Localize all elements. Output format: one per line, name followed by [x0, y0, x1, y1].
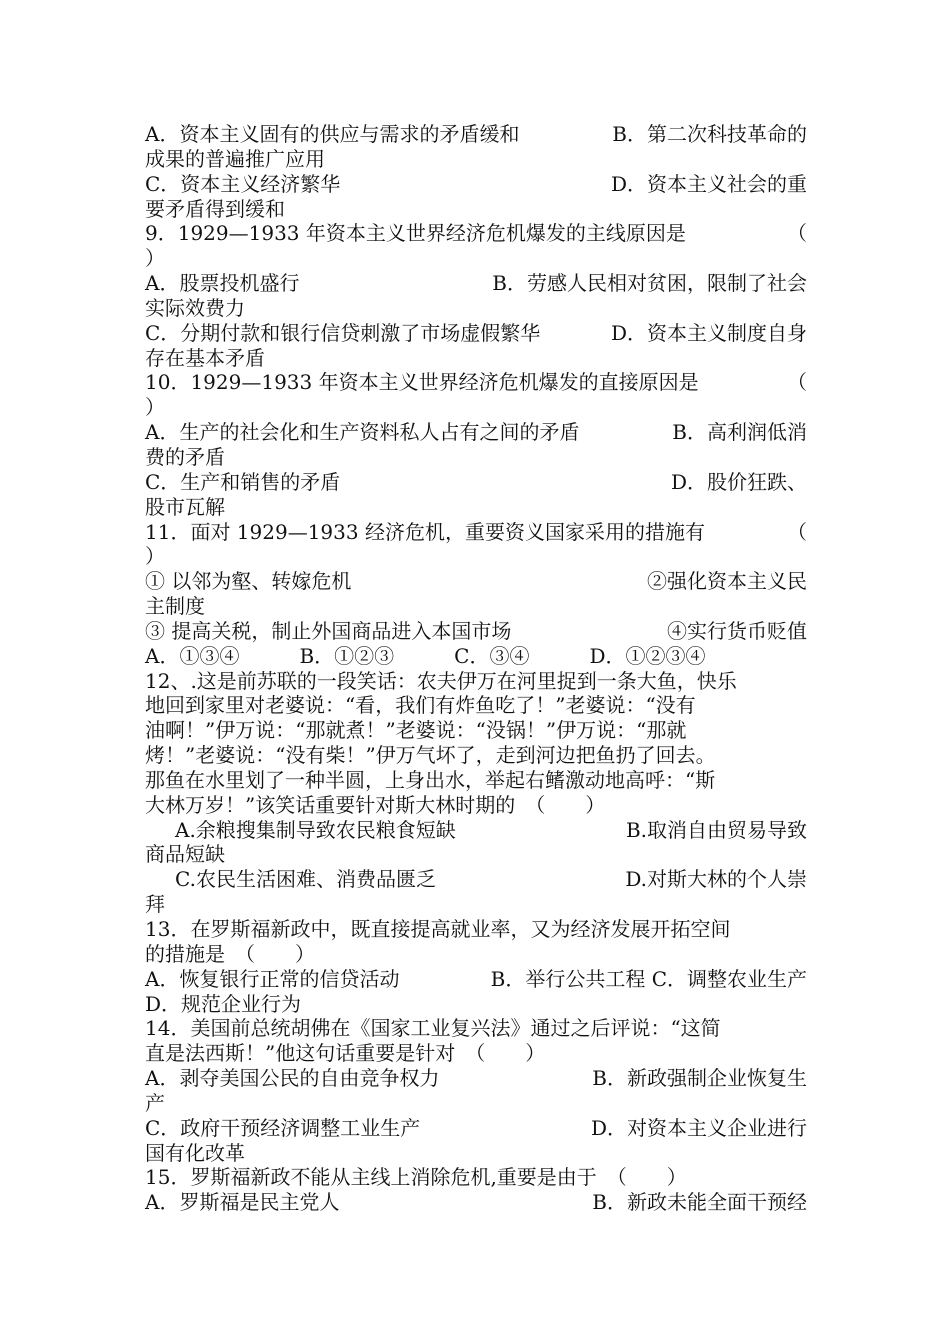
line-left-text: C．政府干预经济调整工业生产 [145, 1115, 421, 1140]
text-line-split [145, 420, 807, 445]
text-line: 15．罗斯福新政不能从主线上消除危机,重要是由于 （ ） [145, 1165, 687, 1190]
line-right-text: ④实行货币贬值 [667, 618, 807, 643]
text-line: 要矛盾得到缓和 [145, 196, 285, 221]
text-line: ） [145, 544, 165, 569]
text-line: 直是法西斯！”他这句话重要是针对 （ ） [145, 1041, 546, 1066]
text-line: 主制度 [145, 594, 205, 619]
text-line-split [145, 867, 807, 892]
text-line-split [145, 122, 807, 147]
line-right-text: D．资本主义制度自身 [610, 320, 807, 345]
text-line: 烤！”老婆说：“没有柴！”伊万气坏了，走到河边把鱼扔了回去。 [145, 743, 716, 768]
text-line: 成果的普遍推广应用 [145, 146, 325, 171]
line-right-text: （ [787, 370, 807, 395]
text-line: 12、.这是前苏联的一段笑话：农夫伊万在河里捉到一条大鱼，快乐 [145, 668, 737, 693]
text-line: ） [145, 395, 165, 420]
text-line-split [145, 321, 807, 346]
line-right-text: D．股价狂跌、 [670, 469, 807, 494]
text-line: 13．在罗斯福新政中，既直接提高就业率，又为经济发展开拓空间 [145, 917, 731, 941]
line-left-text: C．分期付款和银行信贷刺激了市场虚假繁华 [145, 320, 541, 345]
line-right-text: D．资本主义社会的重 [610, 171, 807, 196]
text-line: 14．美国前总统胡佛在《国家工业复兴法》通过之后评说：“这简 [145, 1016, 721, 1041]
text-line: ） [145, 246, 165, 271]
text-line-split [145, 619, 807, 644]
text-line: D．规范企业行为 [145, 991, 302, 1016]
text-line: 实际效费力 [145, 295, 245, 320]
text-line: 地回到家里对老婆说：“看，我们有炸鱼吃了！”老婆说：“没有 [145, 693, 696, 718]
line-right-text: D．对资本主义企业进行 [590, 1115, 807, 1140]
line-left-text: A．股票投机盛行 [145, 271, 300, 296]
line-right-text: B．高利润低消 [672, 420, 807, 445]
text-line-split [145, 1190, 807, 1215]
line-right-text: B．第二次科技革命的 [612, 122, 807, 146]
text-line-split [145, 221, 807, 246]
line-right-text: （ [787, 519, 807, 544]
line-left-text: 9．1929—1933 年资本主义世界经济危机爆发的主线原因是 [145, 221, 686, 246]
line-left-text: 10．1929—1933 年资本主义世界经济危机爆发的直接原因是 [145, 370, 699, 395]
text-line-split [145, 520, 807, 545]
line-left-text: 11．面对 1929—1933 经济危机，重要资义国家采用的措施有 [145, 519, 705, 544]
line-right-text: B．新政未能全面干预经 [592, 1190, 807, 1215]
text-line: 股市瓦解 [145, 494, 225, 519]
line-left-text: ① 以邻为壑、转嫁危机 [145, 569, 352, 594]
line-right-text: D.对斯大林的个人崇 [625, 867, 807, 892]
text-line-split [145, 1116, 807, 1141]
line-left-text: A．资本主义固有的供应与需求的矛盾缓和 [145, 122, 520, 146]
line-right-text: B．举行公共工程 C．调整农业生产 [490, 966, 807, 991]
text-line-split [145, 967, 807, 992]
text-line: 费的矛盾 [145, 444, 225, 469]
line-left-text: C．资本主义经济繁华 [145, 171, 341, 196]
line-left-text: A．剥夺美国公民的自由竞争权力 [145, 1066, 440, 1091]
line-left-text: C.农民生活困难、消费品匮乏 [175, 867, 436, 892]
text-line-split [145, 172, 807, 197]
text-line: 大林万岁！”该笑话重要针对斯大林时期的 （ ） [145, 792, 606, 817]
text-line-split [145, 818, 807, 843]
text-line: 拜 [145, 892, 165, 917]
text-line-split [145, 569, 807, 594]
line-left-text: A．生产的社会化和生产资料私人占有之间的矛盾 [145, 420, 580, 445]
document-page [145, 122, 807, 1215]
line-right-text: B．新政强制企业恢复生 [592, 1066, 807, 1091]
line-left-text: A．罗斯福是民主党人 [145, 1190, 340, 1215]
text-line: 那鱼在水里划了一种半圆，上身出水，举起右鳍激动地高呼：“斯 [145, 767, 716, 792]
text-line: A．①③④ B．①②③ C．③④ D．①②③④ [145, 643, 706, 668]
line-left-text: A.余粮搜集制导致农民粮食短缺 [175, 817, 456, 842]
line-right-text: ②强化资本主义民 [647, 569, 807, 594]
line-right-text: （ [787, 221, 807, 246]
text-line: 的措施是 （ ） [145, 941, 315, 966]
text-line-split [145, 470, 807, 495]
line-left-text: ③ 提高关税，制止外国商品进入本国市场 [145, 618, 512, 643]
text-line: 产 [145, 1090, 165, 1115]
text-line-split [145, 370, 807, 395]
line-left-text: C．生产和销售的矛盾 [145, 469, 341, 494]
text-line-split [145, 271, 807, 296]
line-left-text: A．恢复银行正常的信贷活动 [145, 966, 400, 991]
text-line: 商品短缺 [145, 842, 225, 867]
text-line: 存在基本矛盾 [145, 345, 265, 370]
text-line: 国有化改革 [145, 1140, 245, 1165]
line-right-text: B．劳感人民相对贫困，限制了社会 [492, 271, 807, 296]
text-line-split [145, 1066, 807, 1091]
line-right-text: B.取消自由贸易导致 [625, 817, 807, 842]
text-line: 油啊！”伊万说：“那就煮！”老婆说：“没锅！”伊万说：“那就 [145, 718, 687, 743]
